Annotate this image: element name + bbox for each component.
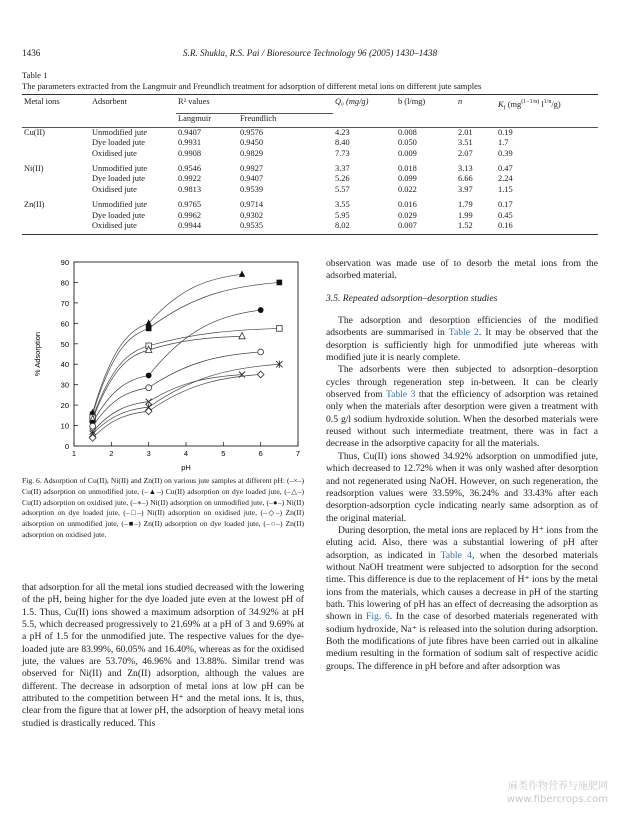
table-caption: The parameters extracted from the Langmuir and Freundlich treatment for adsorption of different metal ions on different jute samples [22, 81, 482, 91]
table-cell-q0: 7.73 [335, 148, 350, 158]
table-cell-lang: 0.9765 [178, 200, 202, 210]
table-cell-metal [22, 174, 90, 184]
table-row [22, 127, 598, 138]
col-n: n [456, 95, 496, 114]
table-subheader-row [22, 114, 598, 127]
triangle-open-marker [239, 332, 245, 338]
y-tick-label: 50 [60, 339, 69, 349]
table-cell-freund: 0.9714 [240, 200, 264, 210]
table-row [22, 211, 598, 221]
table-cell-kf: 0.45 [498, 210, 513, 220]
table-row [22, 174, 598, 184]
table-cell-freund: 0.9539 [240, 184, 264, 194]
table-cell-n: 6.66 [458, 174, 473, 184]
series-line [93, 375, 242, 432]
table-row [22, 149, 598, 159]
table-cell-metal [22, 185, 90, 195]
section-heading: 3.5. Repeated adsorption–desorption studies [326, 292, 498, 304]
table-cell-n: 1.52 [456, 221, 496, 235]
col-r2: R² values [176, 95, 333, 114]
fig-6-link[interactable]: Fig. 6 [366, 611, 390, 623]
square-filled-marker [277, 280, 283, 286]
table-cell-lang: 0.9908 [178, 148, 202, 158]
table-cell-metal [22, 221, 90, 235]
table-cell-q0: 4.23 [335, 127, 350, 137]
right-column-text [326, 258, 598, 673]
x-axis-label: pH [181, 463, 191, 472]
series-line [93, 364, 280, 434]
table-cell-b: 0.007 [396, 221, 456, 235]
table-cell-b: 0.050 [398, 138, 417, 148]
table-cell-ads: Dye loaded jute [92, 174, 146, 184]
x-tick-label: 3 [146, 449, 151, 458]
table-label: Table 1 [22, 70, 48, 80]
table-cell-n: 2.01 [458, 127, 473, 137]
table-cell-q0: 3.37 [335, 164, 350, 173]
table-cell-q0: 8.40 [335, 138, 350, 148]
table-cell-kf: 1.15 [498, 184, 513, 194]
table-cell-metal: Zn(II) [24, 200, 45, 210]
table-cell-kf: 0.16 [496, 221, 598, 235]
table-cell-kf: 2.24 [498, 174, 513, 184]
series-line [93, 336, 242, 419]
col-kf: $K_f$ ($mg^{(1-1/n)}$ $l^{1/n}/g$) [496, 95, 598, 114]
table-cell-b: 0.099 [398, 174, 417, 184]
table-header-row [22, 95, 598, 114]
table-cell-freund: 0.9450 [240, 138, 264, 148]
table-cell-freund: 0.9302 [240, 210, 264, 220]
running-head: S.R. Shukla, R.S. Pai / Bioresource Technology 96 (2005) 1430–1438 [182, 48, 438, 58]
table-cell-freund: 0.9535 [238, 221, 333, 235]
x-tick-label: 6 [258, 449, 263, 458]
table-row [22, 159, 598, 174]
table-cell-ads: Dye loaded jute [92, 210, 146, 220]
table-cell-n: 3.51 [458, 138, 473, 148]
y-tick-label: 30 [60, 380, 69, 390]
table-cell-freund: 0.9407 [240, 174, 264, 184]
y-tick-label: 70 [60, 298, 69, 308]
sub-langmuir: Langmuir [176, 114, 238, 127]
watermark-line-2: www.fibercrops.com [506, 794, 608, 805]
x-tick-label: 7 [295, 449, 301, 458]
paragraph-2: The adsorbents were then subjected to adsorption–desorption cycles through regeneration step in-between. It can be clearly observed from Table 3 that the efficiency of adsorption was retained only when the materials after desorption were given a treatment with 0.5 g/l sodium hydroxide solution. When the desorbed materials were reused without such intermediate treatment, there was in fact a decrease in the adsorptive capacity for all the materials. [326, 364, 598, 450]
table-cell-metal [22, 211, 90, 221]
left-paragraph: that adsorption for all the metal ions studied decreased with the lowering of the pH, being higher for the dye loaded jute even at the lowest pH of 1.5. Thus, Cu(II) ions showed a maximum adsorption of 34.92% at pH 5.5, which decreased progressively to 21.69% at a pH of 3 and 9.69% at a pH of 1.5 for the unmodified jute. The respective values for the dye-loaded jute are 83.99%, 60.05% and 16.40%, whereas as for the oxidised jute, the values are 53.70%, 46.96% and 13.88%. Similar trend was observed for Ni(II) and Zn(II) adsorption, although the values are different. The decrease in adsorption of metal ions at low pH can be attributed to the competition between H⁺ and the metal ions. It is, thus, clear from the figure that at lower pH, the adsorption of heavy metal ions studied is drastically reduced. This [22, 582, 304, 729]
table-row [22, 195, 598, 210]
table-3-link[interactable]: Table 3 [385, 389, 416, 401]
watermark-line-1: 麻类作物营养与施肥网 [508, 781, 608, 792]
watermark [507, 780, 608, 806]
sub-freundlich: Freundlich [238, 114, 333, 127]
paragraph-4: During desorption, the metal ions are replaced by H⁺ ions from the eluting acid. Also, there was a substantial lowering of pH after adsorption, as indicated in Table 4, when the desorbed materials without NaOH treatment were subjected to adsorption for the second time. This difference is due to the replacement of H⁺ ions by the metal ions from the materials, which causes a decrease in pH of the starting bath. This lowering of pH has an effect of decreasing the adsorption as shown in Fig. 6. In the case of desorbed materials regenerated with sodium hydroxide, Na⁺ is released into the solution during adsorption. Both the modifications of jute fibres have been carried out in alkaline medium resulting in the formation of sodium salt of respective acidic groups. The difference in pH before and after adsorption was [326, 524, 598, 672]
table-cell-lang: 0.9962 [178, 210, 202, 220]
paragraph-1: The adsorption and desorption efficiencies of the modified adsorbents are summarised in Table 2. It may be observed that the desorption is sufficiently high for unmodified jute whereas with modified jute it is nearly complete. [326, 315, 598, 364]
table-cell-q0: 3.55 [335, 200, 350, 210]
plot-frame [74, 262, 298, 446]
circle-open-marker [90, 423, 96, 429]
table-cell-freund: 0.9576 [240, 127, 264, 137]
ph-adsorption-chart [22, 256, 312, 474]
table-cell-kf: 0.39 [498, 148, 513, 158]
square-open-marker [277, 326, 283, 332]
col-q0: Q₀ (mg/g) [333, 95, 396, 114]
table-cell-metal: Ni(II) [24, 164, 44, 173]
y-tick-label: 0 [64, 442, 69, 451]
paragraph-3: Thus, Cu(II) ions showed 34.92% adsorption on unmodified jute, which decreased to 12.72% when it was only washed after desorption and not regenerated using NaOH. However, on such regeneration, the readsorption values were 33.59%, 36.24% and 33.43% after each desorption-adsorption cycle indicating nearly same adsorption as of the original material. [326, 450, 598, 524]
table-cell-b: 0.029 [398, 210, 417, 220]
x-tick-label: 2 [109, 449, 114, 458]
series-line [93, 282, 280, 414]
parameters-table [22, 94, 598, 235]
col-adsorbent: Adsorbent [90, 95, 176, 114]
figure-caption: Fig. 6. Adsorption of Cu(II), Ni(II) and Zn(II) on various jute samples at different pH: (–×–) Cu(II) adsorption on unmodified jute, (–▲–) Cu(II) adsorption on dye loaded jute, (–△–) Cu(II) adsorption on oxidised jute, (–∗–) Ni(II) adsorption on unmodified jute, (–●–) Ni(II) adsorption on dye loaded jute, (–□–) Ni(II) adsorption on oxidised jute, (–◇–) Zn(II) adsorption on unmodified jute, (–■–) Zn(II) adsorption on dye loaded jute, (–○–) Zn(II) adsorption on oxidised jute. [22, 476, 304, 539]
series-line [93, 328, 280, 417]
table-cell-b: 0.016 [398, 200, 417, 210]
table-cell-n: 3.97 [458, 184, 473, 194]
circle-filled-marker [146, 373, 152, 379]
table-cell-lang: 0.9407 [178, 127, 202, 137]
y-tick-label: 10 [60, 421, 69, 431]
table-cell-b: 0.022 [398, 184, 417, 194]
table-cell-lang: 0.9922 [178, 174, 202, 184]
diamond-open-marker [145, 408, 152, 415]
series-line [93, 310, 261, 422]
table-cell-metal [22, 138, 90, 148]
table-cell-n: 3.13 [458, 164, 473, 173]
page-number: 1436 [22, 48, 41, 58]
table-cell-q0: 5.95 [335, 210, 350, 220]
table-cell-ads: Oxidised jute [92, 148, 137, 158]
diamond-open-marker [257, 371, 264, 378]
circle-open-marker [258, 349, 264, 355]
x-tick-label: 1 [71, 449, 77, 458]
y-tick-label: 80 [60, 278, 69, 288]
table-cell-kf: 1.7 [498, 138, 509, 148]
table-row [22, 138, 598, 148]
table-cell-n: 2.07 [458, 148, 473, 158]
col-metal: Metal ions [22, 95, 90, 114]
circle-open-marker [146, 385, 152, 391]
table-cell-freund: 0.9927 [240, 164, 264, 173]
table-cell-ads: Oxidised jute [90, 221, 176, 235]
table-cell-metal: Cu(II) [24, 127, 45, 137]
table-cell-q0: 5.26 [335, 174, 350, 184]
table-2-link[interactable]: Table 2 [448, 327, 479, 339]
table-cell-freund: 0.9829 [240, 148, 264, 158]
y-tick-label: 90 [60, 258, 69, 267]
table-cell-q0: 5.57 [335, 184, 350, 194]
table-cell-ads: Oxidised jute [92, 184, 137, 194]
table-cell-q0: 8.02 [333, 221, 396, 235]
table-cell-b: 0.018 [398, 164, 417, 173]
table-row [22, 221, 598, 235]
table-cell-n: 1.79 [458, 200, 473, 210]
y-axis-label: % Adsorption [33, 331, 42, 377]
series-line [93, 374, 261, 437]
left-column-text [22, 582, 304, 730]
table-cell-ads: Unmodified jute [92, 164, 148, 173]
table-cell-metal [22, 149, 90, 159]
table-cell-lang: 0.9931 [178, 138, 202, 148]
y-tick-label: 60 [60, 319, 69, 329]
running-header [22, 48, 598, 62]
table-cell-lang: 0.9546 [178, 164, 202, 173]
table-cell-kf: 0.17 [498, 200, 513, 210]
x-tick-label: 4 [183, 449, 189, 458]
table-cell-b: 0.008 [398, 127, 417, 137]
table-cell-lang: 0.9944 [176, 221, 238, 235]
table-cell-n: 1.99 [458, 210, 473, 220]
square-filled-marker [146, 326, 152, 332]
table-4-link[interactable]: Table 4 [440, 549, 472, 561]
y-tick-label: 40 [60, 360, 69, 370]
triangle-filled-marker [239, 270, 245, 276]
table-cell-ads: Dye loaded jute [92, 138, 146, 148]
circle-filled-marker [258, 307, 264, 313]
table-cell-ads: Unmodified jute [92, 200, 148, 210]
table-cell-b: 0.009 [398, 148, 417, 158]
table-cell-kf: 0.47 [498, 164, 513, 173]
table-cell-lang: 0.9813 [178, 184, 202, 194]
paragraph-continuation: observation was made use of to desorb the metal ions from the adsorbed material. [326, 258, 598, 282]
table-cell-ads: Unmodified jute [92, 127, 148, 137]
table-row [22, 185, 598, 195]
table-cell-kf: 0.19 [498, 127, 513, 137]
col-b: b (l/mg) [396, 95, 456, 114]
y-tick-label: 20 [60, 401, 69, 411]
x-tick-label: 5 [221, 449, 226, 458]
table-caption-block [22, 70, 598, 92]
